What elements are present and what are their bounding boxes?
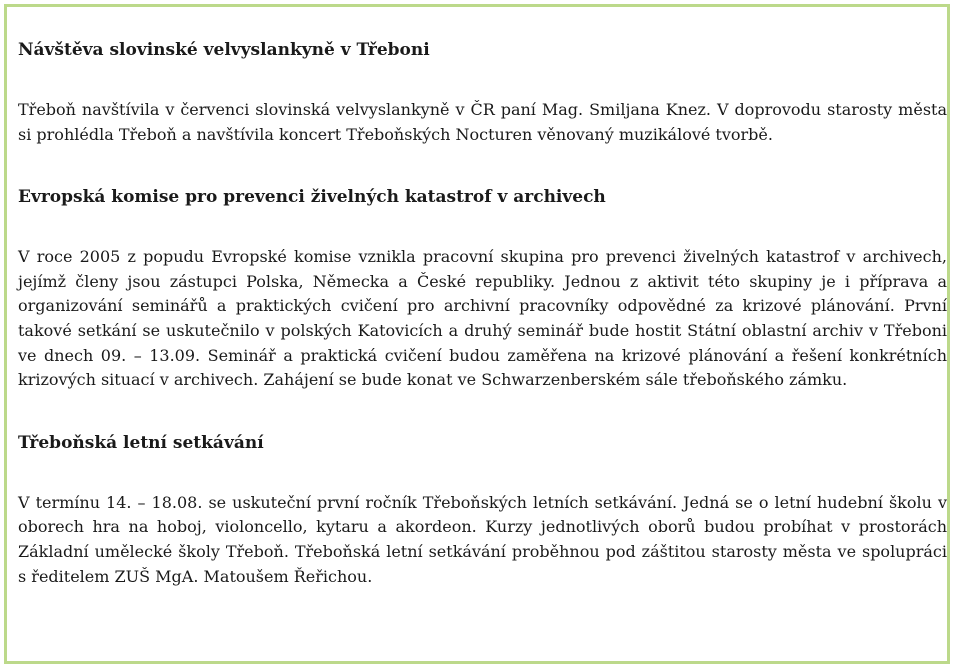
section-text-summer-meetings: V termínu 14. – 18.08. se uskuteční první ročník Třeboňských letních setkávání. Jedná se o letní hudební školu v oborech hra na hoboj, violoncello, kytaru a akordeon. Kurzy jednotlivých oborů budou probíhat v prostorách Základní umělecké školy Třeboň. Třeboňská letní setkávání proběhnou pod záštitou starosty města ve spolupráci s ředitelem ZUŠ MgA. Matoušem Řeřichou. [18,492,947,586]
section-text-ambassador-visit: Třeboň navštívila v červenci slovinská velvyslankyně v ČR paní Mag. Smiljana Knez. V doprovodu starosty města si prohlédla Třeboň a navštívila koncert Třeboňských Nocturen věnovaný muzikálové tvorbě. [18,100,947,144]
section-title-ambassador-visit: Návštěva slovinské velvyslankyně v Třeboni [18,40,430,60]
section-title-disaster-prevention: Evropská komise pro prevenci živelných katastrof v archivech [18,187,606,208]
section-title-summer-meetings: Třeboňská letní setkávání [18,432,264,453]
section-text-disaster-prevention: V roce 2005 z popudu Evropské komise vznikla pracovní skupina pro prevenci živelných katastrof v archivech, jejímž členy jsou zástupci Polska, Německa a České republiky. Jednou z aktivit této skupiny je i příprava a organizování seminářů a praktických cvičení pro archivní pracovníky odpovědné za krizové plánování. První takové setkání se uskutečnilo v polských Katovicích a druhý seminář bude hostit Státní oblastní archiv v Třeboni ve dnech 09. – 13.09. Seminář a praktická cvičení budou zaměřena na krizové plánování a řešení konkrétních krizových situací v archivech. Zahájení se bude konat ve Schwarzenberském sále třeboňského zámku. [18,247,947,390]
article [18,38,947,589]
